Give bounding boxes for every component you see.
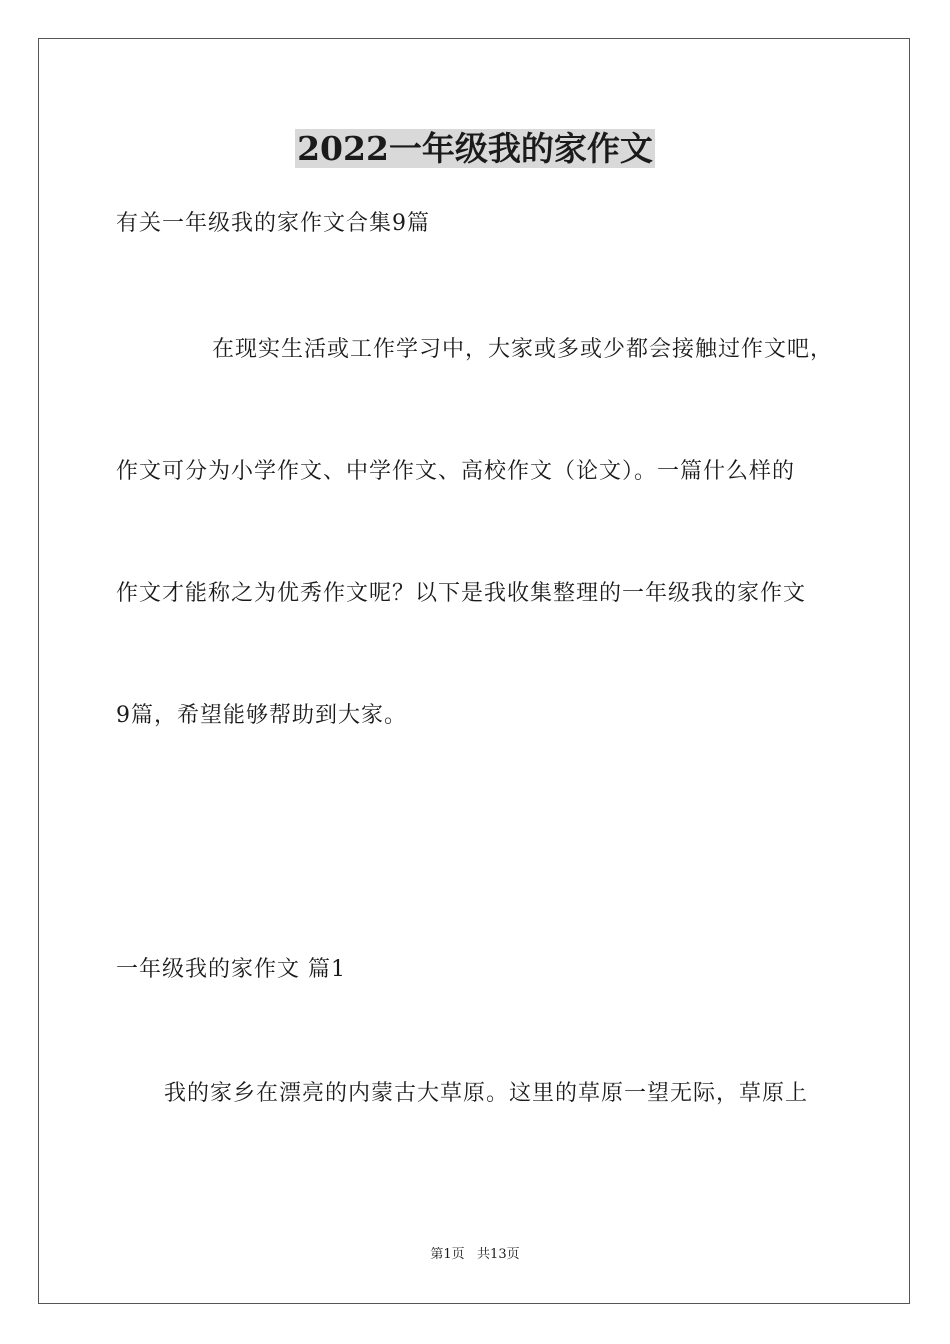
intro-line-2: 作文可分为小学作文、中学作文、高校作文（论文）。一篇什么样的 <box>116 459 796 484</box>
document-title-text: 2022一年级我的家作文 <box>297 129 653 168</box>
section-heading: 一年级我的家作文 篇1 <box>116 957 346 982</box>
intro-line-1: 在现实生活或工作学习中，大家或多或少都会接触过作文吧， <box>212 337 834 362</box>
document-subtitle: 有关一年级我的家作文合集9篇 <box>116 211 430 236</box>
body-line-1: 我的家乡在漂亮的内蒙古大草原。这里的草原一望无际，草原上 <box>164 1081 809 1106</box>
document-title <box>0 128 950 170</box>
intro-line-4: 9篇，希望能够帮助到大家。 <box>116 703 407 728</box>
intro-line-3: 作文才能称之为优秀作文呢？以下是我收集整理的一年级我的家作文 <box>116 581 807 606</box>
page-number-footer: 第1页 共13页 <box>430 1247 520 1262</box>
